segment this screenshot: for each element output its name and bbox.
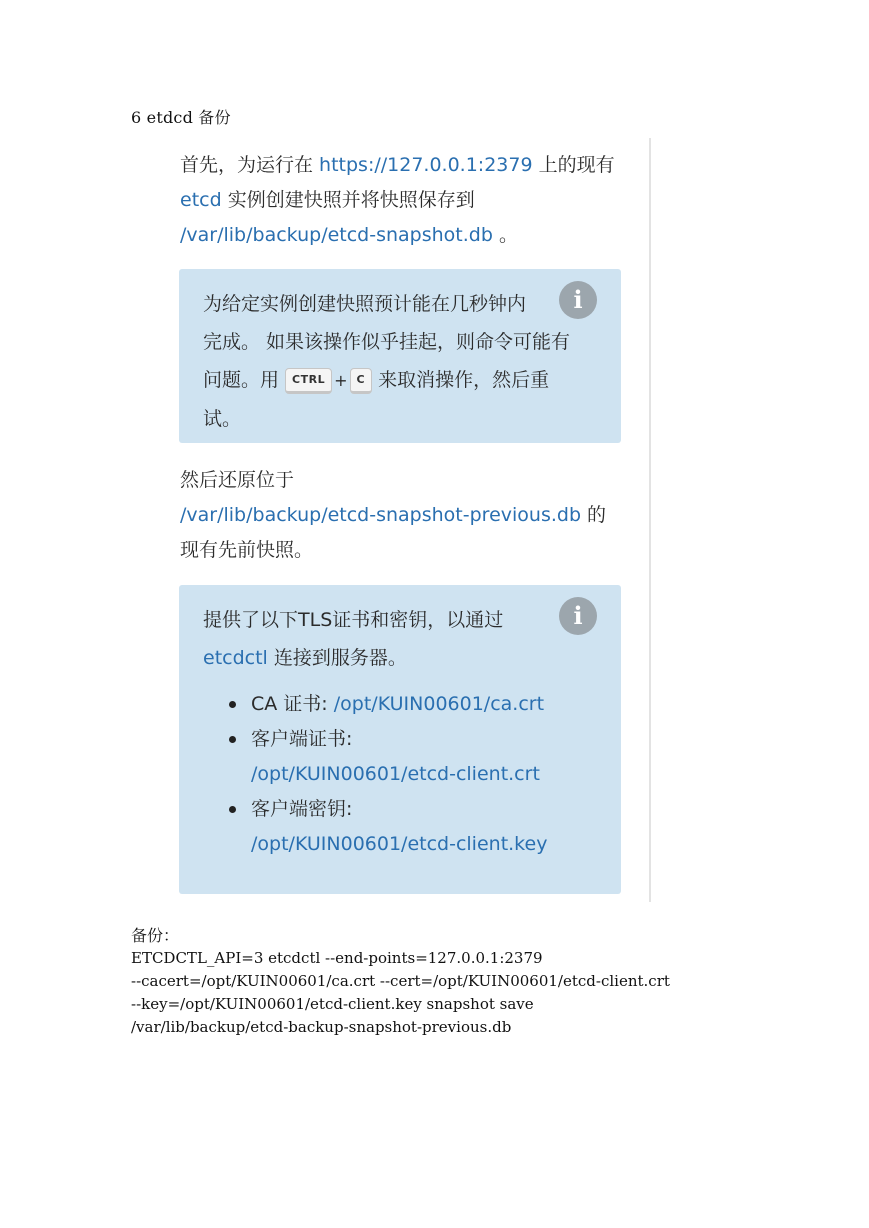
client-key-path[interactable]: /opt/KUIN00601/etcd-client.key — [251, 833, 548, 855]
client-cert-path[interactable]: /opt/KUIN00601/etcd-client.crt — [251, 763, 540, 785]
intro-paragraph — [180, 148, 615, 253]
item-label: 客户端证书: — [251, 728, 353, 750]
callout-line: 完成。 如果该操作似乎挂起，则命令可能有 — [203, 331, 571, 353]
restore-text-3: 现有先前快照。 — [180, 539, 314, 561]
callout-text — [203, 285, 570, 438]
intro-text-3: 实例创建快照并将快照保存到 — [221, 189, 475, 211]
backup-command — [131, 947, 670, 1039]
callout-line: 试。 — [203, 408, 242, 430]
item-label: 客户端密钥: — [251, 798, 353, 820]
command-line: --key=/opt/KUIN00601/etcd-client.key snapshot save — [131, 995, 534, 1013]
item-label: CA 证书: — [251, 693, 334, 715]
plus-sign: + — [334, 371, 348, 390]
info-callout-tls — [179, 585, 621, 894]
info-icon: i — [559, 281, 597, 319]
snapshot-path-link[interactable]: /var/lib/backup/etcd-snapshot.db — [180, 224, 493, 246]
command-line: ETCDCTL_API=3 etcdctl --end-points=127.0.0.1:2379 — [131, 949, 543, 967]
callout-line: 提供了以下TLS证书和密钥，以通过 — [203, 609, 504, 631]
command-line: /var/lib/backup/etcd-backup-snapshot-previous.db — [131, 1018, 512, 1036]
vertical-divider — [649, 138, 651, 902]
list-item — [227, 792, 547, 862]
callout-line: 连接到服务器。 — [267, 647, 407, 669]
info-icon: i — [559, 597, 597, 635]
etcd-link[interactable]: etcd — [180, 189, 222, 211]
backup-label: 备份： — [131, 926, 180, 945]
restore-text-1: 然后还原位于 — [180, 469, 295, 491]
intro-text-2: 上的现有 — [532, 154, 615, 176]
endpoint-link[interactable]: https://127.0.0.1:2379 — [319, 154, 533, 176]
section-heading: 6 etdcd 备份 — [131, 108, 231, 127]
intro-text-1: 首先，为运行在 — [180, 154, 320, 176]
list-item — [227, 687, 547, 722]
restore-text-2: 的 — [581, 504, 607, 526]
etcdctl-link[interactable]: etcdctl — [203, 647, 268, 669]
intro-text-4: 。 — [492, 224, 518, 246]
embedded-screenshot — [170, 138, 650, 902]
callout-text — [203, 601, 503, 677]
callout-line: 问题。用 — [203, 369, 286, 391]
command-line: --cacert=/opt/KUIN00601/ca.crt --cert=/opt/KUIN00601/etcd-client.crt — [131, 972, 670, 990]
callout-line: 来取消操作，然后重 — [372, 369, 550, 391]
restore-paragraph — [180, 463, 606, 568]
ca-cert-path[interactable]: /opt/KUIN00601/ca.crt — [333, 693, 545, 715]
info-callout-timing — [179, 269, 621, 443]
tls-file-list — [227, 687, 547, 862]
previous-snapshot-link[interactable]: /var/lib/backup/etcd-snapshot-previous.db — [180, 504, 582, 526]
list-item — [227, 722, 547, 792]
callout-line: 为给定实例创建快照预计能在几秒钟内 — [203, 293, 527, 315]
ctrl-key: CTRL — [285, 368, 332, 394]
c-key: C — [350, 368, 373, 394]
